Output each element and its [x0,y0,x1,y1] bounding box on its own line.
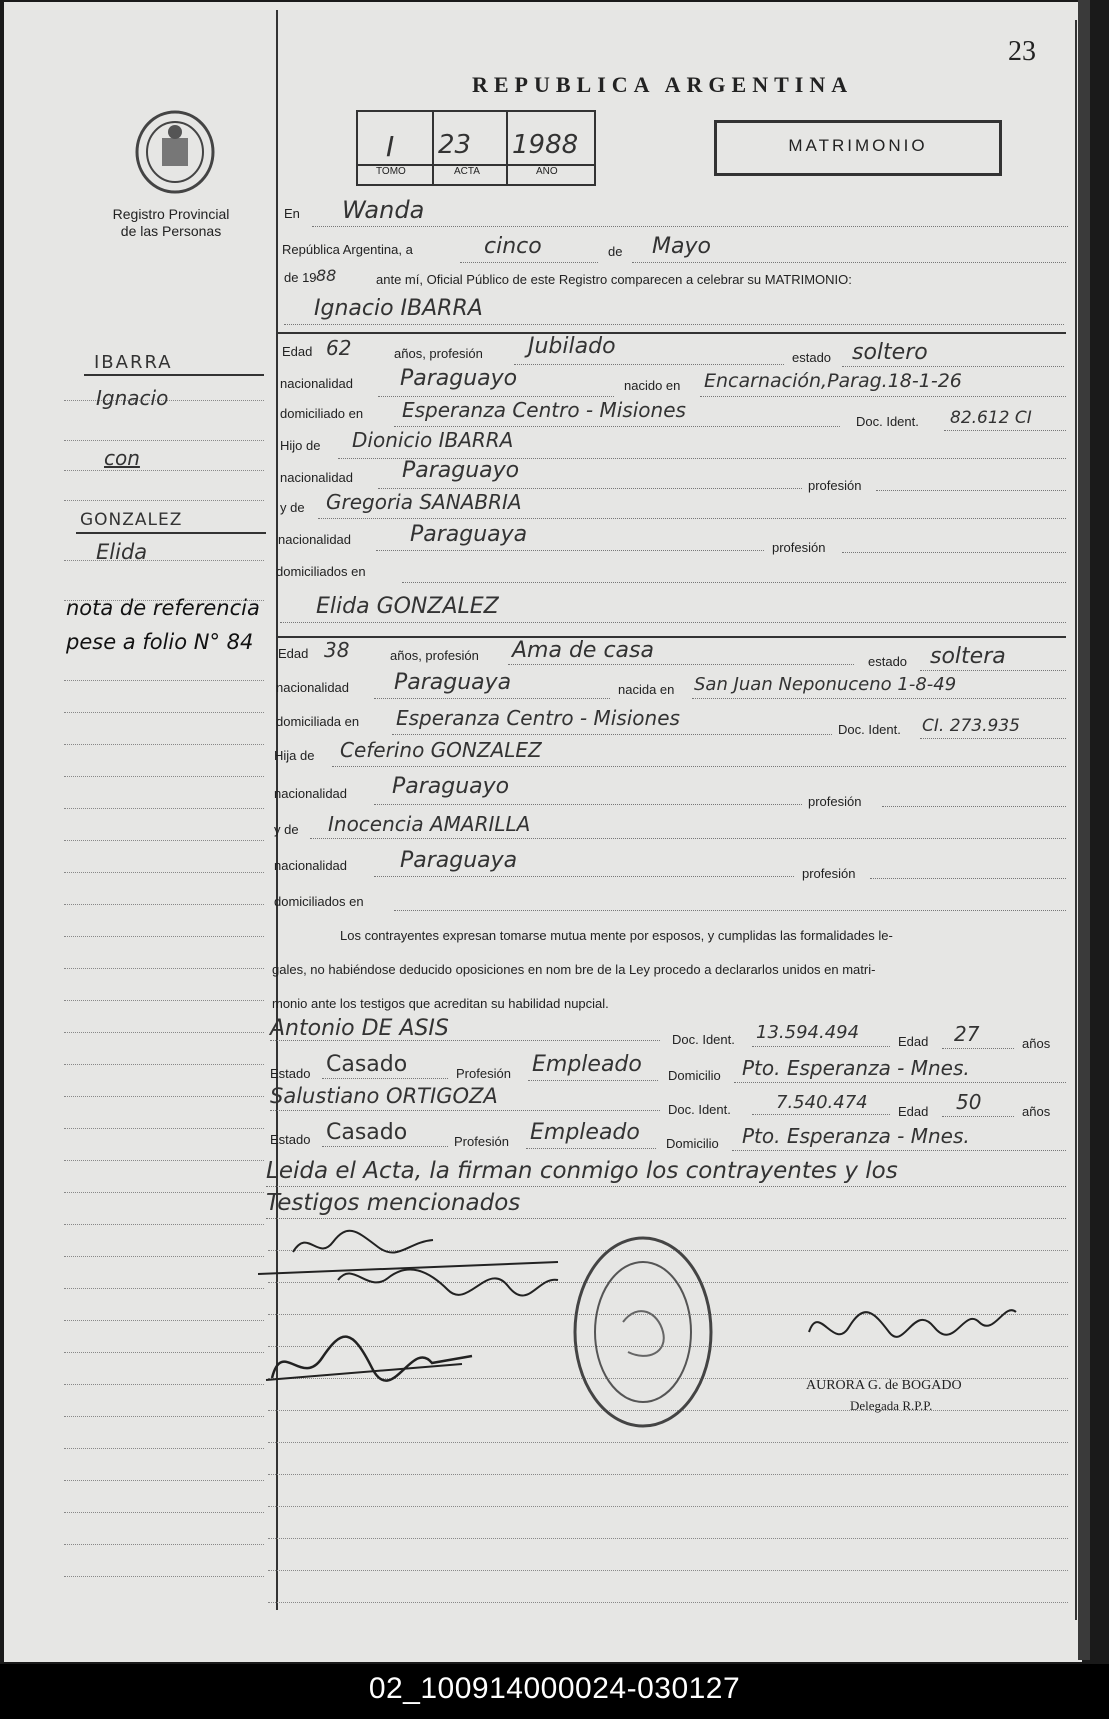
tomo-label: TOMO [376,166,406,177]
witness2-doc-label: Doc. Ident. [668,1102,731,1117]
bride-yde-label: y de [274,822,299,837]
groom-full-name: Ignacio IBARRA [314,296,483,321]
witness1-doc: 13.594.494 [756,1022,860,1043]
witness2-edad-label: Edad [898,1104,929,1119]
groom-dom: Esperanza Centro - Misiones [402,398,686,422]
page-number: 23 [1008,36,1036,67]
witness2-edad: 50 [956,1090,982,1114]
witness2-dom-label: Domicilio [666,1136,719,1151]
groom-father: Dionicio IBARRA [352,428,514,452]
bride-profesion: Ama de casa [512,638,654,663]
month-value: Mayo [652,234,711,259]
groom-mother-nac-label: nacionalidad [278,532,352,547]
record-type: MATRIMONIO [788,136,928,155]
oficial-text: ante mí, Oficial Público de este Registro comparecen a celebrar su MATRIMONIO: [376,272,852,287]
witness1-edad-label: Edad [898,1034,929,1049]
groom-father-nac-label: nacionalidad [280,470,354,485]
witness1-doc-label: Doc. Ident. [672,1032,735,1047]
groom-hijo-label: Hijo de [280,438,321,453]
footer-code: 02_100914000024-030127 [368,1672,741,1705]
day-value: cinco [484,234,542,259]
groom-prof-label: años, profesión [394,346,483,361]
provincial-seal-icon [132,108,218,194]
margin-note-2: pese a folio N° 84 [66,630,254,654]
en-label: En [284,206,300,221]
groom-dom-label: domiciliado en [280,406,364,421]
groom-nacido-label: nacido en [624,378,681,393]
declaration-line-1: Los contrayentes expresan tomarse mutua mente por esposos, y cumplidas las formalidades le- [340,928,893,943]
declaration-line-2: gales, no habiéndose deducido oposiciones en nom bre de la Ley procedo a declararlos unidos en matri- [272,962,876,977]
official-title: Delegada R.P.P. [850,1398,933,1413]
groom-nac: Paraguayo [400,366,518,391]
witness2-prof: Empleado [530,1120,640,1145]
bride-hija-label: Hija de [274,748,315,763]
bride-mother-nac-label: nacionalidad [274,858,348,873]
groom-mother-prof-label: profesión [772,540,826,555]
witness1-prof-label: Profesión [456,1066,511,1081]
bride-prof-label: años, profesión [390,648,479,663]
groom-edad-label: Edad [282,344,313,359]
bride-domiciliados-label: domiciliados en [274,894,364,909]
acta-label: ACTA [454,166,480,177]
witness1-estado-label: Estado [270,1066,311,1081]
margin-groom-surname: IBARRA [94,352,173,373]
bride-edad-label: Edad [278,646,309,661]
year-value: 88 [316,266,337,285]
witness2-anos: años [1022,1104,1051,1119]
groom-nacido: Encarnación,Parag.18-1-26 [704,370,962,392]
witness1-dom-label: Domicilio [668,1068,721,1083]
bride-doc-label: Doc. Ident. [838,722,901,737]
country-title: REPUBLICA ARGENTINA [472,72,854,97]
witness2-estado-label: Estado [270,1132,311,1147]
witness2-name: Salustiano ORTIGOZA [270,1084,498,1108]
groom-estado: soltero [852,340,928,365]
bride-dom: Esperanza Centro - Misiones [396,706,680,730]
bride-nacido-label: nacida en [618,682,675,697]
witness2-estado: Casado [326,1120,408,1145]
witness1-edad: 27 [954,1022,980,1046]
registry-stamp-icon [568,1232,718,1432]
witness2-prof-label: Profesión [454,1134,509,1149]
groom-profesion: Jubilado [528,334,616,359]
witness1-prof: Empleado [532,1052,642,1077]
right-border [1075,20,1077,1620]
bride-nac-label: nacionalidad [276,680,350,695]
groom-mother: Gregoria SANABRIA [326,490,522,514]
margin-note-1: nota de referencia [66,596,260,620]
groom-father-prof-label: profesión [808,478,862,493]
groom-yde-label: y de [280,500,305,515]
witness2-dom: Pto. Esperanza - Mnes. [742,1124,970,1148]
bride-estado: soltera [930,644,1006,669]
bride-full-name: Elida GONZALEZ [316,594,499,619]
bride-father-nac-label: nacionalidad [274,786,348,801]
margin-groom-name: Ignacio [96,386,169,410]
closing-line-2: Testigos mencionados [266,1190,521,1216]
groom-doc-label: Doc. Ident. [856,414,919,429]
signature-witness [262,1318,482,1398]
bride-doc: CI. 273.935 [922,716,1020,736]
bride-father: Ceferino GONZALEZ [340,738,542,762]
place-value: Wanda [342,196,425,224]
page-edge [1078,0,1090,1660]
bride-mother: Inocencia AMARILLA [328,812,531,836]
bride-mother-prof-label: profesión [802,866,856,881]
witness1-anos: años [1022,1036,1051,1051]
bride-father-nac: Paraguayo [392,774,510,799]
registry-name: Registro Provincial de las Personas [112,206,230,239]
groom-father-nac: Paraguayo [402,458,520,483]
groom-domiciliados-label: domiciliados en [276,564,366,579]
margin-con: con [104,446,140,470]
de-label: de [608,244,623,259]
year-prefix: de 19 [284,270,317,285]
tomo-value: I [386,130,395,163]
acta-value: 23 [438,130,472,160]
anio-value: 1988 [512,130,579,160]
signature-official [804,1292,1024,1362]
groom-doc: 82.612 CI [950,408,1032,428]
groom-edad: 62 [326,336,352,360]
bride-mother-nac: Paraguaya [400,848,518,873]
bride-dom-label: domiciliada en [276,714,360,729]
groom-estado-label: estado [792,350,832,365]
official-name: AURORA G. de BOGADO [806,1378,962,1393]
bride-estado-label: estado [868,654,908,669]
declaration-line-3: monio ante los testigos que acreditan su habilidad nupcial. [272,996,609,1011]
republica-label: República Argentina, a [282,242,413,257]
margin-bride-name: Elida [96,540,148,564]
closing-line-1: Leida el Acta, la firman conmigo los contrayentes y los [266,1158,898,1184]
witness2-doc: 7.540.474 [776,1092,868,1113]
signature-bride [258,1250,578,1306]
bride-nacido: San Juan Neponuceno 1-8-49 [694,674,957,695]
bride-father-prof-label: profesión [808,794,862,809]
bride-nac: Paraguaya [394,670,512,695]
anio-label: AÑO [536,166,558,177]
groom-mother-nac: Paraguaya [410,522,528,547]
witness1-name: Antonio DE ASIS [270,1016,449,1041]
margin-bride-surname: GONZALEZ [80,510,183,530]
witness1-dom: Pto. Esperanza - Mnes. [742,1056,970,1080]
groom-nac-label: nacionalidad [280,376,354,391]
bride-edad: 38 [324,638,350,662]
witness1-estado: Casado [326,1052,408,1077]
